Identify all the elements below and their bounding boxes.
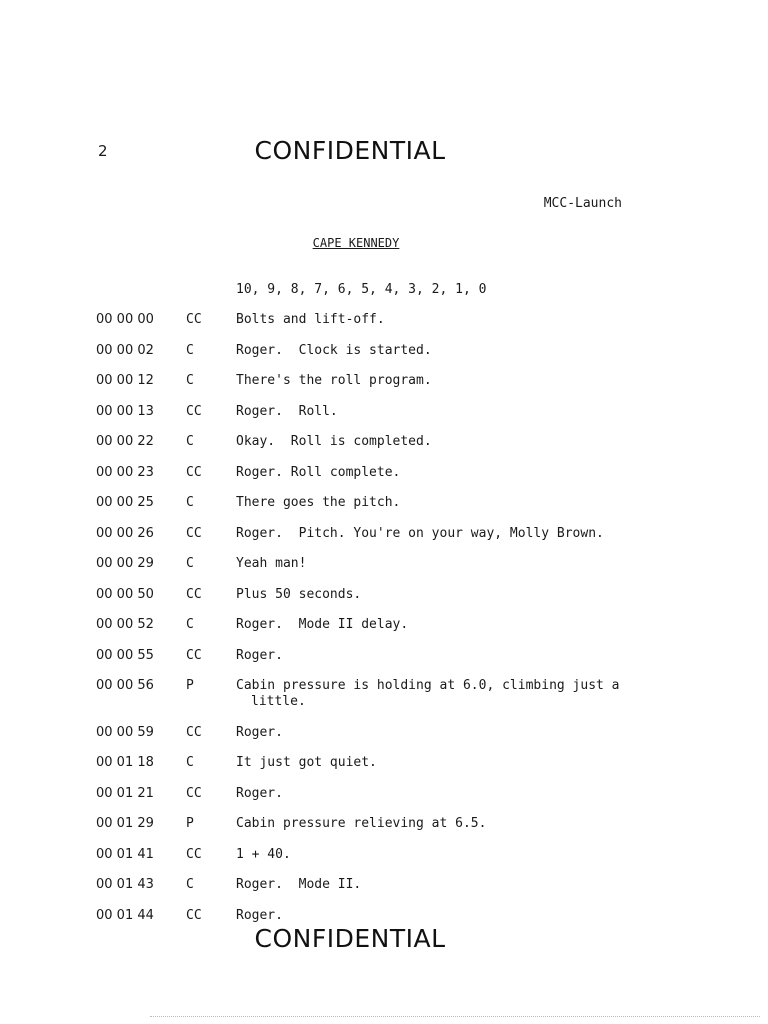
utterance-text: Plus 50 seconds.: [236, 586, 362, 602]
utterance-text: Roger. Pitch. You're on your way, Molly Brown.: [236, 525, 604, 541]
utterance-text: 1 + 40.: [236, 846, 291, 862]
utterance-continuation: little.: [251, 694, 306, 709]
utterance-text: Roger.: [236, 647, 283, 663]
timestamp: 00 00 59: [96, 724, 154, 740]
timestamp: 00 00 13: [96, 403, 154, 419]
timestamp: 00 00 26: [96, 525, 154, 541]
speaker-code: CC: [186, 403, 202, 419]
utterance-text: Okay. Roll is completed.: [236, 434, 432, 449]
utterance: [236, 847, 696, 863]
page-number: 2: [98, 142, 108, 160]
timestamp: 00 00 12: [96, 373, 154, 388]
transcript-row: [96, 373, 696, 389]
speaker-code: CC: [186, 846, 202, 862]
utterance-text: It just got quiet.: [236, 755, 377, 770]
timestamp: 00 00 55: [96, 647, 154, 663]
transcript-row: [96, 434, 696, 450]
speaker-code: C: [186, 556, 194, 571]
utterance-text: There's the roll program.: [236, 373, 432, 388]
transcript: [96, 312, 696, 938]
utterance-text: There goes the pitch.: [236, 495, 401, 510]
footer-confidential-banner: CONFIDENTIAL: [254, 924, 446, 953]
transcript-row: [96, 786, 696, 802]
speaker-code: CC: [186, 785, 202, 801]
speaker-code: CC: [186, 647, 202, 663]
transcript-row: [96, 587, 696, 603]
timestamp: 00 01 41: [96, 846, 154, 862]
speaker-code: CC: [186, 525, 202, 541]
utterance: [236, 434, 696, 450]
speaker-code: C: [186, 373, 194, 388]
utterance: [236, 678, 696, 710]
transcript-row: [96, 312, 696, 328]
timestamp: 00 01 18: [96, 755, 154, 770]
utterance-text: Roger.: [236, 907, 283, 923]
header-confidential-banner: CONFIDENTIAL: [254, 136, 446, 165]
timestamp: 00 00 25: [96, 495, 154, 510]
utterance: [236, 786, 696, 802]
utterance-text: Roger. Clock is started.: [236, 342, 432, 358]
timestamp: 00 01 44: [96, 907, 154, 923]
utterance: [236, 877, 696, 893]
timestamp: 00 00 52: [96, 617, 154, 632]
transcript-row: [96, 526, 696, 542]
utterance-text: Roger. Mode II.: [236, 877, 362, 892]
utterance: [236, 587, 696, 603]
transcript-row: [96, 847, 696, 863]
transcript-row: [96, 404, 696, 420]
timestamp: 00 00 02: [96, 342, 154, 358]
speaker-code: C: [186, 617, 194, 632]
timestamp: 00 01 43: [96, 877, 154, 892]
section-tag: MCC-Launch: [543, 196, 622, 211]
utterance-text: Yeah man!: [236, 556, 307, 571]
transcript-row: [96, 556, 696, 572]
utterance-text: Bolts and lift-off.: [236, 312, 385, 327]
speaker-code: CC: [186, 586, 202, 602]
utterance: [236, 312, 696, 328]
transcript-row: [96, 465, 696, 481]
speaker-code: C: [186, 434, 194, 449]
timestamp: 00 00 00: [96, 312, 154, 327]
countdown-line: 10, 9, 8, 7, 6, 5, 4, 3, 2, 1, 0: [236, 282, 487, 297]
utterance: [236, 495, 696, 511]
utterance: [236, 373, 696, 389]
speaker-code: CC: [186, 464, 202, 480]
timestamp: 00 00 22: [96, 434, 154, 449]
utterance: [236, 556, 696, 572]
speaker-code: CC: [186, 312, 202, 327]
utterance-text: Roger.: [236, 724, 283, 740]
speaker-code: C: [186, 495, 194, 510]
utterance-text: Roger. Roll.: [236, 403, 338, 419]
speaker-code: P: [186, 816, 194, 831]
transcript-row: [96, 725, 696, 741]
timestamp: 00 00 23: [96, 464, 154, 480]
transcript-row: [96, 755, 696, 771]
utterance-text: Roger. Roll complete.: [236, 464, 401, 480]
utterance: [236, 755, 696, 771]
transcript-row: [96, 678, 696, 710]
transcript-row: [96, 816, 696, 832]
transcript-row: [96, 877, 696, 893]
utterance: [236, 648, 696, 664]
utterance: [236, 343, 696, 359]
transcript-row: [96, 908, 696, 924]
transcript-row: [96, 495, 696, 511]
location-heading: CAPE KENNEDY: [312, 236, 400, 250]
speaker-code: P: [186, 678, 194, 693]
speaker-code: C: [186, 755, 194, 770]
utterance-text: Cabin pressure is holding at 6.0, climbing just a: [236, 678, 620, 693]
utterance: [236, 465, 696, 481]
speaker-code: CC: [186, 724, 202, 740]
speaker-code: C: [186, 877, 194, 892]
utterance: [236, 526, 696, 542]
timestamp: 00 00 56: [96, 678, 154, 693]
transcript-row: [96, 648, 696, 664]
speaker-code: CC: [186, 907, 202, 923]
timestamp: 00 01 21: [96, 785, 154, 801]
utterance: [236, 617, 696, 633]
timestamp: 00 01 29: [96, 816, 154, 831]
transcript-row: [96, 343, 696, 359]
utterance-text: Cabin pressure relieving at 6.5.: [236, 816, 487, 831]
timestamp: 00 00 29: [96, 556, 154, 571]
scan-artifact-line: [150, 1016, 760, 1019]
timestamp: 00 00 50: [96, 586, 154, 602]
utterance: [236, 816, 696, 832]
utterance-text: Roger.: [236, 785, 283, 801]
utterance-text: Roger. Mode II delay.: [236, 617, 409, 632]
utterance: [236, 404, 696, 420]
utterance: [236, 725, 696, 741]
speaker-code: C: [186, 342, 194, 358]
transcript-row: [96, 617, 696, 633]
utterance: [236, 908, 696, 924]
